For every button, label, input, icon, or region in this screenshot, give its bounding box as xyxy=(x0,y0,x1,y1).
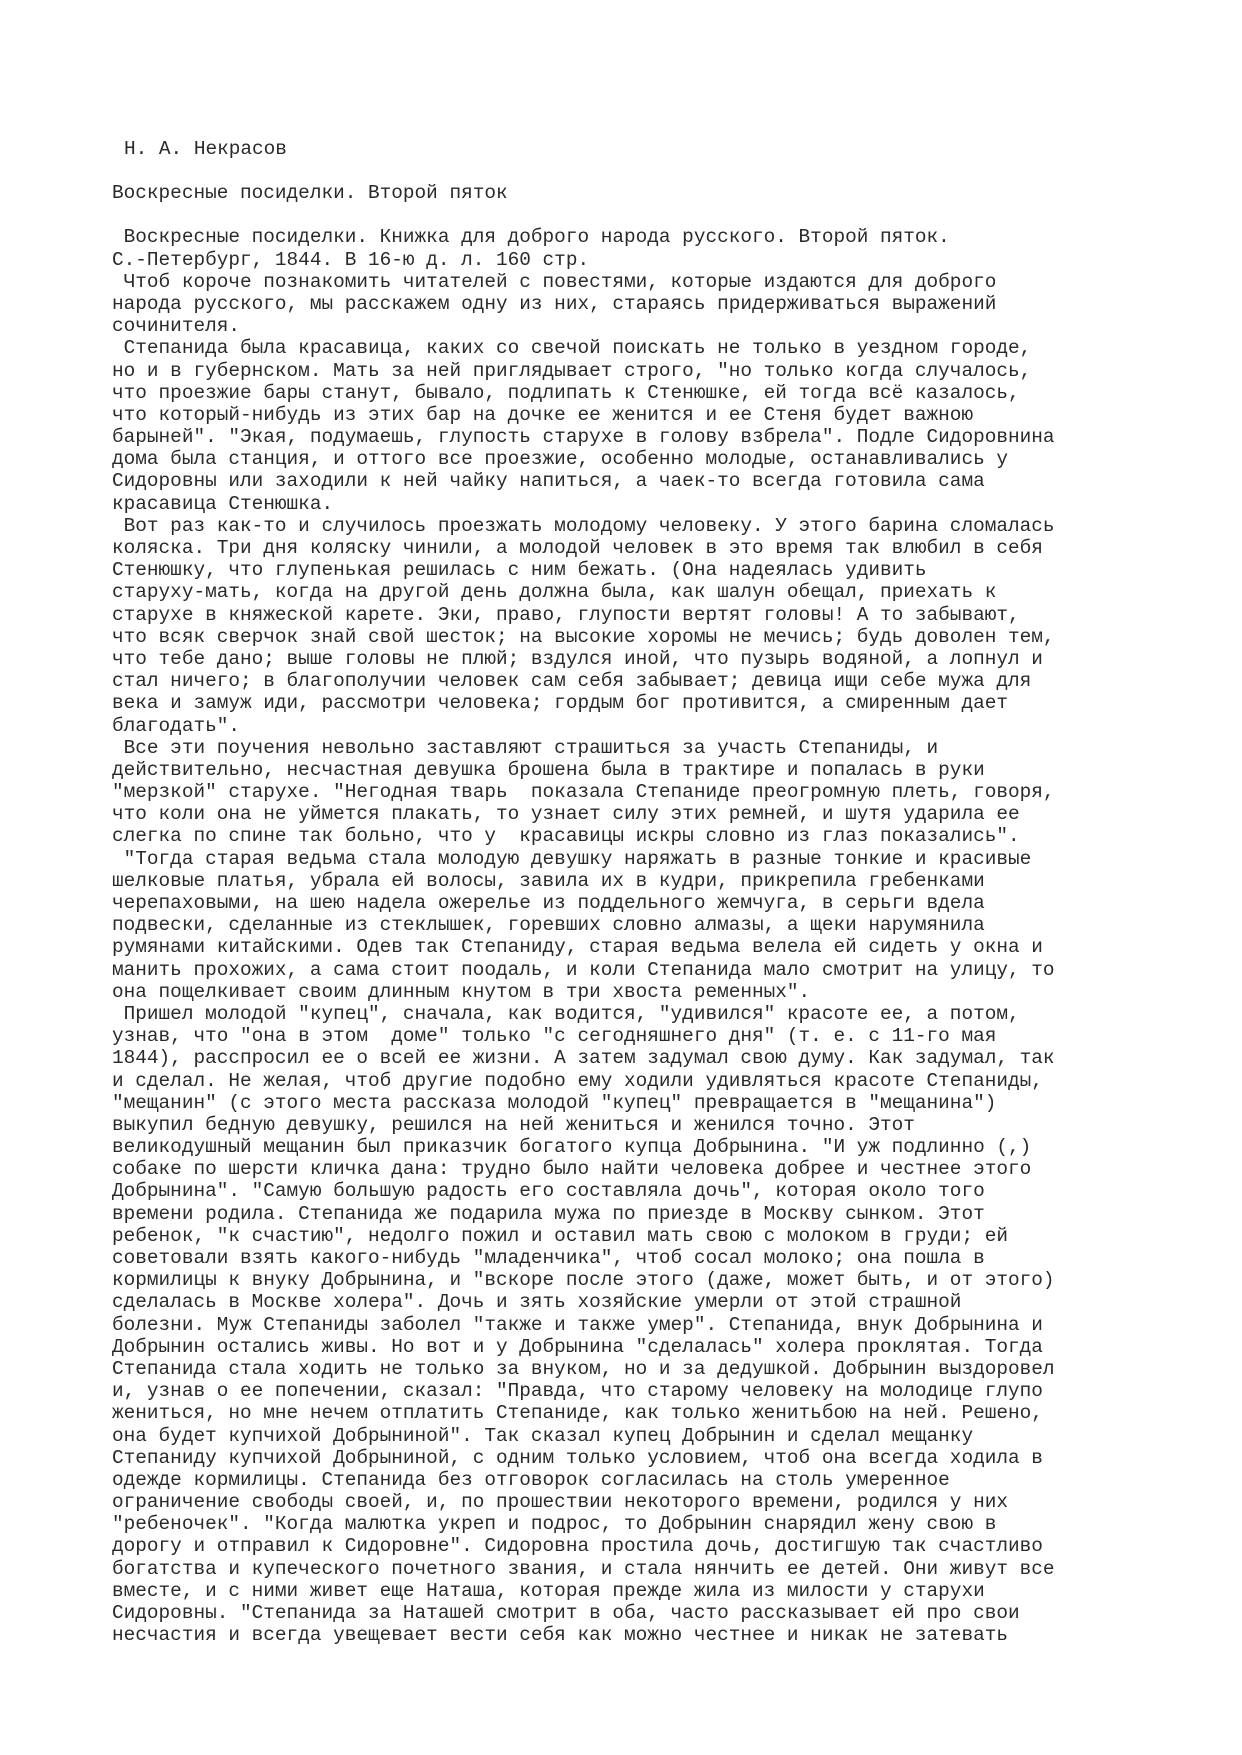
text-line: что проезжие бары станут, бывало, подлипать к Стенюшке, ей тогда всё казалось, xyxy=(112,381,1020,404)
text-line: она пощелкивает своим длинным кнутом в три хвоста ременных". xyxy=(112,980,811,1003)
text-line: ребенок, "к счастию", недолго пожил и оставил мать свою с молоком в груди; ей xyxy=(112,1224,1008,1247)
text-line: шелковые платья, убрала ей волосы, завила их в кудри, прикрепила гребенками xyxy=(112,869,985,892)
text-line: "ребеночек". "Когда малютка укреп и подрос, то Добрынин снарядил жену свою в xyxy=(112,1513,997,1536)
text-line: собаке по шерсти кличка дана: трудно было найти человека добрее и честнее этого xyxy=(112,1158,1032,1181)
text-line: великодушный мещанин был приказчик богатого купца Добрынина. "И уж подлинно (,) xyxy=(112,1136,1032,1159)
text-line: что тебе дано; выше головы не плюй; вздулся иной, что пузырь водяной, а лопнул и xyxy=(112,647,1043,670)
text-line: слегка по спине так больно, что у красавицы искры словно из глаз показались". xyxy=(112,825,1020,848)
text-line: что который-нибудь из этих бар на дочке ее женится и ее Стеня будет важною xyxy=(112,403,974,426)
text-line: дома была станция, и оттого все проезжие, особенно молодые, останавливались у xyxy=(112,448,1008,471)
text-line: барыней". "Экая, подумаешь, глупость старухе в голову взбрела". Подле Сидоровнина xyxy=(112,426,1055,449)
document-page xyxy=(112,138,1132,1646)
text-line: Пришел молодой "купец", сначала, как водится, "удивился" красоте ее, а потом, xyxy=(112,1002,1020,1025)
text-line: сделалась в Москве холера". Дочь и зять хозяйские умерли от этой страшной xyxy=(112,1291,962,1314)
text-line: Степанида была красавица, каких со свечой поискать не только в уездном городе, xyxy=(112,337,1032,360)
text-line: "мещанин" (с этого места рассказа молодой "купец" превращается в "мещанина") xyxy=(112,1091,997,1114)
text-line: жениться, но мне нечем отплатить Степаниде, как только женитьбою на ней. Решено, xyxy=(112,1402,1043,1425)
text-line: что всяк сверчок знай свой шесток; на высокие хоромы не мечись; будь доволен тем, xyxy=(112,625,1055,648)
text-line: она будет купчихой Добрыниной". Так сказал купец Добрынин и сделал мещанку xyxy=(112,1424,974,1447)
text-line: выкупил бедную девушку, решился на ней жениться и женился точно. Этот xyxy=(112,1113,915,1136)
text-line: Добрынин остались живы. Но вот и у Добрынина "сделалась" холера проклятая. Тогда xyxy=(112,1335,1043,1358)
text-line: подвески, сделанные из стеклышек, горевших словно алмазы, а щеки нарумянила xyxy=(112,914,985,937)
text-line: стал ничего; в благополучии человек сам себя забывает; девица ищи себе мужа для xyxy=(112,670,1032,693)
text-line: но и в губернском. Мать за ней приглядывает строго, "но только когда случалось, xyxy=(112,359,1032,382)
document-author: Н. А. Некрасов xyxy=(124,138,287,160)
document-body xyxy=(112,226,1132,1646)
text-line: одежде кормилицы. Степанида без отговорок согласилась на столь умеренное xyxy=(112,1468,950,1491)
text-line: советовали взять какого-нибудь "младенчика", чтоб сосал молоко; она пошла в xyxy=(112,1247,985,1270)
text-line: манить прохожих, а сама стоит поодаль, и коли Степанида мало смотрит на улицу, то xyxy=(112,958,1055,981)
text-line: богатства и купеческого почетного звания, и стала нянчить ее детей. Они живут все xyxy=(112,1557,1055,1580)
text-line: старухе в княжеской карете. Эки, право, глупости вертят головы! А то забывают, xyxy=(112,603,1020,626)
text-line: коляска. Три дня коляску чинили, а молодой человек в это время так влюбил в себя xyxy=(112,537,1043,560)
text-line: народа русского, мы расскажем одну из них, стараясь придерживаться выражений xyxy=(112,292,997,315)
text-line: Чтоб короче познакомить читателей с повестями, которые издаются для доброго xyxy=(112,270,997,293)
text-line: старуху-мать, когда на другой день должна была, как шалун обещал, приехать к xyxy=(112,581,997,604)
text-line: ограничение свободы своей, и, по прошествии некоторого времени, родился у них xyxy=(112,1491,1008,1514)
text-line: благодать". xyxy=(112,714,240,737)
document-title: Воскресные посиделки. Второй пяток xyxy=(112,182,508,205)
text-line: и, узнав о ее попечении, сказал: "Правда, что старому человеку на молодице глупо xyxy=(112,1380,1043,1403)
text-line: сочинителя. xyxy=(112,315,240,338)
text-line: С.-Петербург, 1844. В 16-ю д. л. 160 стр. xyxy=(112,248,590,271)
text-line: Сидоровны. "Степанида за Наташей смотрит в оба, часто рассказывает ей про свои xyxy=(112,1602,1020,1625)
text-line: румянами китайскими. Одев так Степаниду, старая ведьма велела ей сидеть у окна и xyxy=(112,936,1043,959)
text-line: Добрынина". "Самую большую радость его составляла дочь", которая около того xyxy=(112,1180,985,1203)
text-line: Стенюшку, что глупенькая решилась с ним бежать. (Она надеялась удивить xyxy=(112,559,927,582)
text-line: Степаниду купчихой Добрыниной, с одним только условием, чтоб она всегда ходила в xyxy=(112,1446,1043,1469)
text-line: несчастия и всегда увещевает вести себя как можно честнее и никак не затевать xyxy=(112,1624,1008,1647)
text-line: Степанида стала ходить не только за внуком, но и за дедушкой. Добрынин выздоровел xyxy=(112,1357,1055,1380)
text-line: что коли она не уймется плакать, то узнает силу этих ремней, и шутя ударила ее xyxy=(112,803,1020,826)
text-line: Все эти поучения невольно заставляют страшиться за участь Степаниды, и xyxy=(112,736,939,759)
text-line: времени родила. Степанида же подарила мужа по приезде в Москву сынком. Этот xyxy=(112,1202,985,1225)
text-line: Вот раз как-то и случилось проезжать молодому человеку. У этого барина сломалась xyxy=(112,514,1055,537)
text-line: красавица Стенюшка. xyxy=(112,492,334,515)
text-line: кормилицы к внуку Добрынина, и "вскоре после этого (даже, может быть, и от этого) xyxy=(112,1269,1055,1292)
text-line: действительно, несчастная девушка брошена была в трактире и попалась в руки xyxy=(112,758,985,781)
text-line: Сидоровны или заходили к ней чайку напиться, а чаек-то всегда готовила сама xyxy=(112,470,985,493)
text-line: "Тогда старая ведьма стала молодую девушку наряжать в разные тонкие и красивые xyxy=(112,847,1032,870)
text-line: дорогу и отправил к Сидоровне". Сидоровна простила дочь, достигшую так счастливо xyxy=(112,1535,1043,1558)
text-line: и сделал. Не желая, чтоб другие подобно ему ходили удивляться красоте Степаниды, xyxy=(112,1069,1043,1092)
text-line: "мерзкой" старухе. "Негодная тварь показала Степаниде преогромную плеть, говоря, xyxy=(112,781,1055,804)
text-line: Воскресные посиделки. Книжка для доброго народа русского. Второй пяток. xyxy=(112,226,950,249)
text-line: 1844), расспросил ее о всей ее жизни. А затем задумал свою думу. Как задумал, так xyxy=(112,1047,1055,1070)
text-line: вместе, и с ними живет еще Наташа, которая прежде жила из милости у старухи xyxy=(112,1579,985,1602)
text-line: узнав, что "она в этом доме" только "с сегодняшнего дня" (т. е. с 11-го мая xyxy=(112,1025,997,1048)
text-line: века и замуж иди, рассмотри человека; гордым бог противится, а смиренным дает xyxy=(112,692,1008,715)
text-line: черепаховыми, на шею надела ожерелье из поддельного жемчуга, в серьги вдела xyxy=(112,892,985,915)
text-line: болезни. Муж Степаниды заболел "также и также умер". Степанида, внук Добрынина и xyxy=(112,1313,1043,1336)
